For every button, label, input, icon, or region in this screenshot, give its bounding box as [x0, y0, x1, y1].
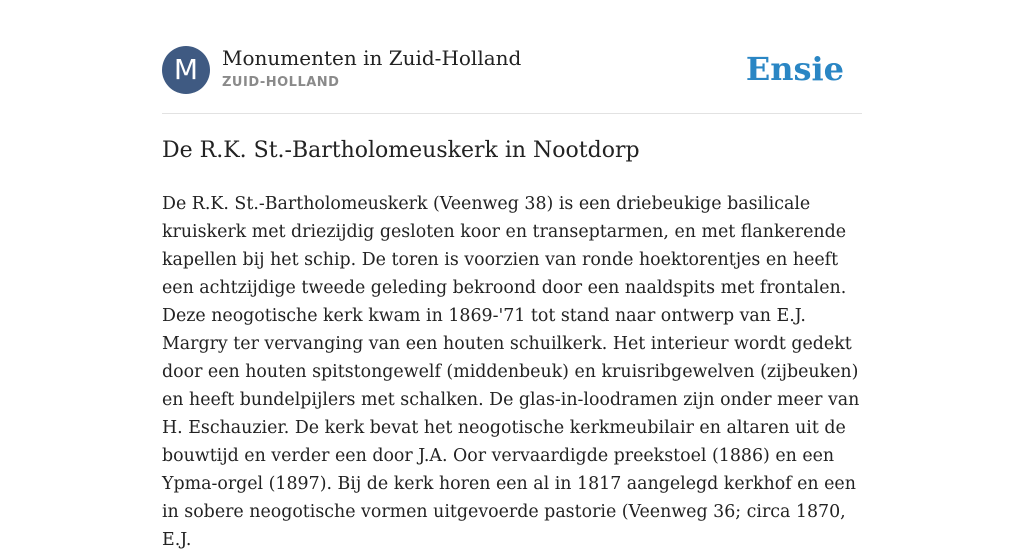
- site-title[interactable]: Monumenten in Zuid-Holland: [222, 46, 522, 70]
- brand-logo[interactable]: Ensie: [745, 50, 844, 88]
- article-body: De R.K. St.-Bartholomeuskerk (Veenweg 38) is een driebeukige basilicale kruiskerk met driezijdig gesloten koor en transeptarmen, en met flankerende kapellen bij het schip. De toren is voorzien van ronde hoektorentjes en heeft een achtzijdige tweede geleding bekroond door een naaldspits met frontalen. Deze neogotische kerk kwam in 1869-'71 tot stand naar ontwerp van E.J. Margry ter vervanging van een houten schuilkerk. Het interieur wordt gedekt door een houten spitstongewelf (middenbeuk) en kruisribgewelven (zijbeuken) en heeft bundelpijlers met schalken. De glas-in-loodramen zijn onder meer van H. Eschauzier. De kerk bevat het neogotische kerkmeubilair en altaren uit de bouwtijd en verder een door J.A. Oor vervaardigde preekstoel (1886) en een Ypma-orgel (1897). Bij de kerk horen een al in 1817 aangelegd kerkhof en een in sobere neogotische vormen uitgevoerde pastorie (Veenweg 36; circa 1870, E.J.: [162, 194, 860, 550]
- site-subtitle: ZUID-HOLLAND: [222, 75, 340, 90]
- avatar[interactable]: M: [162, 46, 210, 94]
- article-title: De R.K. St.-Bartholomeuskerk in Nootdorp: [162, 138, 640, 163]
- site-header: [162, 46, 862, 96]
- header-divider: [162, 113, 862, 114]
